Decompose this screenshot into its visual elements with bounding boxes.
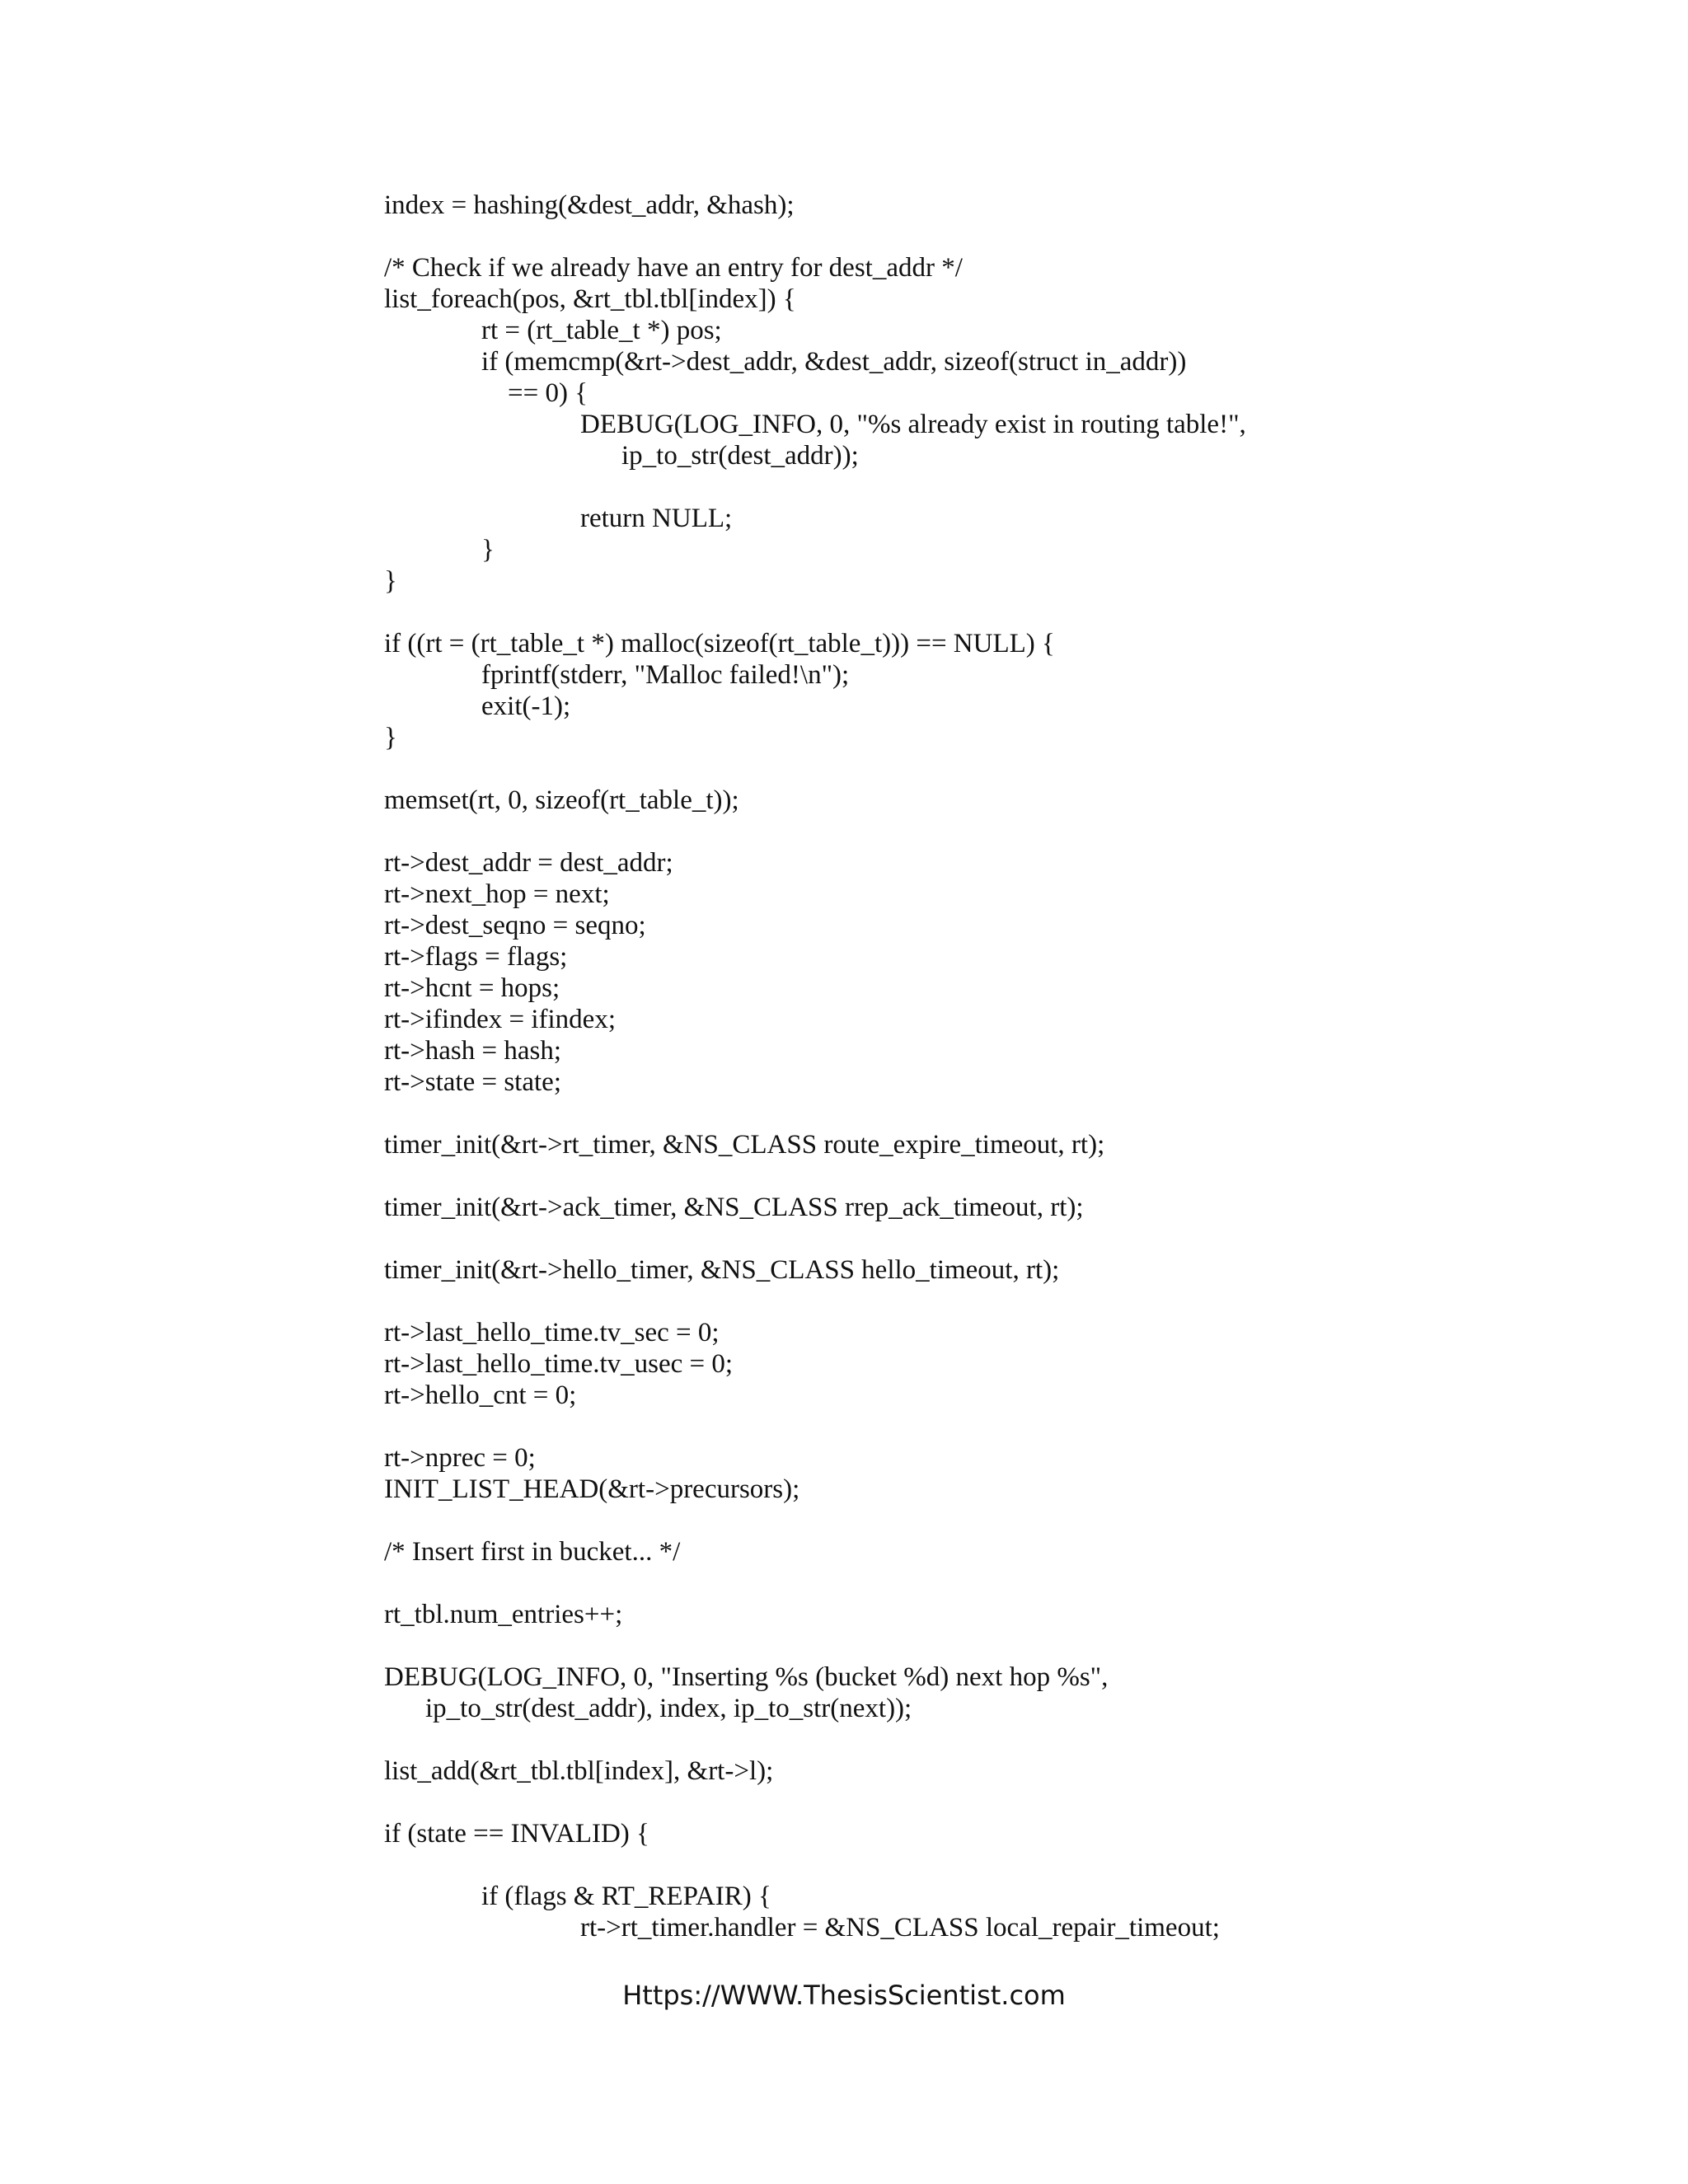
code-line: exit(-1); <box>481 691 571 721</box>
code-line <box>384 1724 1246 1755</box>
code-line <box>384 1630 1246 1661</box>
code-line: if ((rt = (rt_table_t *) malloc(sizeof(rt_table_t))) == NULL) { <box>384 629 1055 658</box>
code-line: rt->dest_addr = dest_addr; <box>384 848 673 878</box>
code-line: memset(rt, 0, sizeof(rt_table_t)); <box>384 785 739 815</box>
code-line <box>384 1568 1246 1599</box>
code-line: rt->last_hello_time.tv_sec = 0; <box>384 1318 720 1347</box>
code-line: == 0) { <box>508 378 588 408</box>
code-line: rt->dest_seqno = seqno; <box>384 911 646 940</box>
code-line: timer_init(&rt->hello_timer, &NS_CLASS hello_timeout, rt); <box>384 1255 1060 1285</box>
code-line: /* Check if we already have an entry for dest_addr */ <box>384 253 963 283</box>
code-line: rt = (rt_table_t *) pos; <box>481 316 722 345</box>
code-line: rt->nprec = 0; <box>384 1443 536 1473</box>
code-line <box>384 816 1246 847</box>
code-line: rt_tbl.num_entries++; <box>384 1600 623 1629</box>
code-line: fprintf(stderr, "Malloc failed!\n"); <box>481 660 850 690</box>
code-listing <box>384 190 1246 1943</box>
code-line: rt->last_hello_time.tv_usec = 0; <box>384 1349 734 1379</box>
code-line: rt->hello_cnt = 0; <box>384 1380 577 1410</box>
code-line: list_foreach(pos, &rt_tbl.tbl[index]) { <box>384 284 796 314</box>
code-line: return NULL; <box>580 504 733 533</box>
code-line: INIT_LIST_HEAD(&rt->precursors); <box>384 1474 800 1504</box>
code-line: rt->rt_timer.handler = &NS_CLASS local_repair_timeout; <box>580 1913 1220 1943</box>
code-line: index = hashing(&dest_addr, &hash); <box>384 190 795 220</box>
code-line: /* Insert first in bucket... */ <box>384 1537 681 1567</box>
code-line: timer_init(&rt->rt_timer, &NS_CLASS route_expire_timeout, rt); <box>384 1130 1105 1160</box>
code-line <box>384 1505 1246 1536</box>
code-line: ip_to_str(dest_addr), index, ip_to_str(next)); <box>425 1694 912 1723</box>
code-line: rt->flags = flags; <box>384 942 568 972</box>
code-line <box>384 221 1246 252</box>
code-line: } <box>384 723 397 752</box>
code-line: rt->hcnt = hops; <box>384 973 560 1003</box>
code-line: if (flags & RT_REPAIR) { <box>481 1882 771 1911</box>
code-line: rt->state = state; <box>384 1067 561 1097</box>
code-line <box>384 1787 1246 1818</box>
code-line <box>384 597 1246 628</box>
code-line: } <box>481 535 495 565</box>
code-line: list_add(&rt_tbl.tbl[index], &rt->l); <box>384 1756 774 1786</box>
code-line: rt->ifindex = ifindex; <box>384 1005 616 1034</box>
code-line: } <box>384 566 397 596</box>
code-line: if (state == INVALID) { <box>384 1819 649 1849</box>
code-line: timer_init(&rt->ack_timer, &NS_CLASS rrep_ack_timeout, rt); <box>384 1193 1084 1222</box>
code-line <box>384 1286 1246 1317</box>
code-line: if (memcmp(&rt->dest_addr, &dest_addr, sizeof(struct in_addr)) <box>481 347 1187 377</box>
code-line <box>384 1223 1246 1254</box>
code-line: DEBUG(LOG_INFO, 0, "%s already exist in routing table!", <box>580 410 1246 439</box>
code-line <box>384 471 1246 503</box>
code-line <box>384 1160 1246 1192</box>
code-line: rt->next_hop = next; <box>384 879 610 909</box>
code-line: rt->hash = hash; <box>384 1036 562 1066</box>
code-line <box>384 1849 1246 1881</box>
code-line <box>384 1411 1246 1442</box>
code-line: DEBUG(LOG_INFO, 0, "Inserting %s (bucket %d) next hop %s", <box>384 1662 1109 1692</box>
code-line <box>384 1098 1246 1129</box>
code-line <box>384 753 1246 785</box>
footer-url: Https://WWW.ThesisScientist.com <box>622 1980 1066 2011</box>
code-line: ip_to_str(dest_addr)); <box>621 441 859 471</box>
